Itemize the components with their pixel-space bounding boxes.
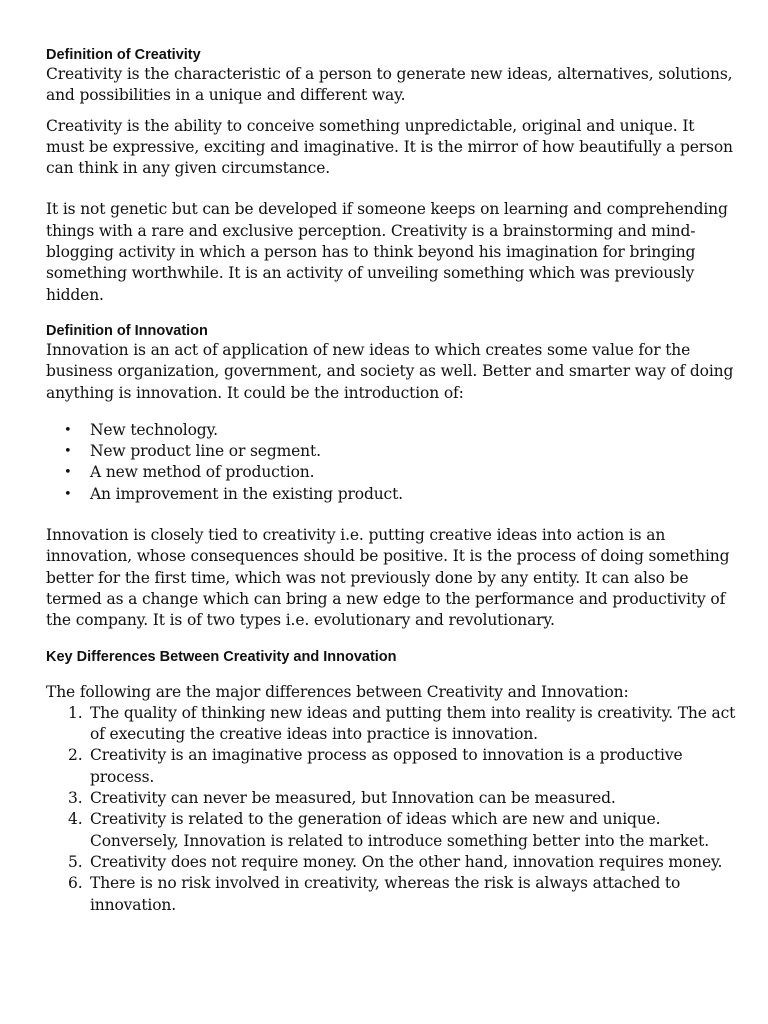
- list-item: [46, 703, 736, 746]
- document-page: [46, 46, 736, 916]
- list-item: [46, 852, 736, 873]
- list-number: 1.: [68, 703, 83, 722]
- differences-intro: The following are the major differences between Creativity and Innovation:: [46, 682, 629, 701]
- list-item: [46, 788, 736, 809]
- innovation-definition-paragraph: Innovation is an act of application of new ideas to which creates some value for the business organization, government, and society as well. Better and smarter way of doing anything is innovation. It could be the introduction of:: [46, 340, 734, 402]
- list-item-text: Creativity can never be measured, but Innovation can be measured.: [90, 789, 616, 808]
- creativity-definition-paragraph: Creativity is the characteristic of a person to generate new ideas, alternatives, solutions, and possibilities in a unique and different way.: [46, 65, 733, 105]
- innovation-creativity-paragraph: Innovation is closely tied to creativity i.e. putting creative ideas into action is an innovation, whose consequences should be positive. It is the process of doing something better for the first time, which was not previously done by any entity. It can also be termed as a change which can bring a new edge to the performance and productivity of the company. It is of two types i.e. evolutionary and revolutionary.: [46, 526, 730, 630]
- list-item: [46, 873, 736, 916]
- list-number: 3.: [68, 789, 83, 808]
- list-item-text: Creativity does not require money. On the other hand, innovation requires money.: [90, 852, 723, 871]
- list-item: • An improvement in the existing product.: [46, 484, 736, 505]
- creativity-ability-paragraph: Creativity is the ability to conceive something unpredictable, original and unique. It must be expressive, exciting and imaginative. It is the mirror of how beautifully a person can think in any given circumstance.: [46, 116, 733, 178]
- list-item-text: The quality of thinking new ideas and putting them into reality is creativity. The act of executing the creative ideas into practice is innovation.: [90, 703, 736, 744]
- creativity-development-paragraph: It is not genetic but can be developed if someone keeps on learning and comprehending things with a rare and exclusive perception. Creativity is a brainstorming and mind-blogging activity in which a person has to think beyond his imagination for bringing something worthwhile. It is an activity of unveiling something which was previously hidden.: [46, 200, 728, 304]
- list-item: • New product line or segment.: [46, 441, 736, 462]
- key-differences-heading: Key Differences Between Creativity and Innovation: [46, 648, 397, 665]
- list-item: [46, 809, 736, 852]
- differences-list: [46, 703, 736, 916]
- list-number: 4.: [68, 810, 83, 829]
- list-number: 5.: [68, 852, 83, 871]
- list-item-text: There is no risk involved in creativity, whereas the risk is always attached to innovation.: [90, 874, 681, 914]
- list-number: 2.: [68, 746, 83, 765]
- creativity-heading: Definition of Creativity: [46, 47, 201, 63]
- list-item: [46, 745, 736, 788]
- list-item-text: Creativity is related to the generation of ideas which are new and unique. Conversely, Innovation is related to introduce something better into the market.: [90, 810, 709, 850]
- innovation-bullet-list: [46, 420, 736, 505]
- list-item: • A new method of production.: [46, 462, 736, 483]
- list-number: 6.: [68, 874, 83, 893]
- list-item: • New technology.: [46, 420, 736, 441]
- innovation-heading: Definition of Innovation: [46, 322, 208, 339]
- list-item-text: Creativity is an imaginative process as opposed to innovation is a productive process.: [90, 746, 683, 786]
